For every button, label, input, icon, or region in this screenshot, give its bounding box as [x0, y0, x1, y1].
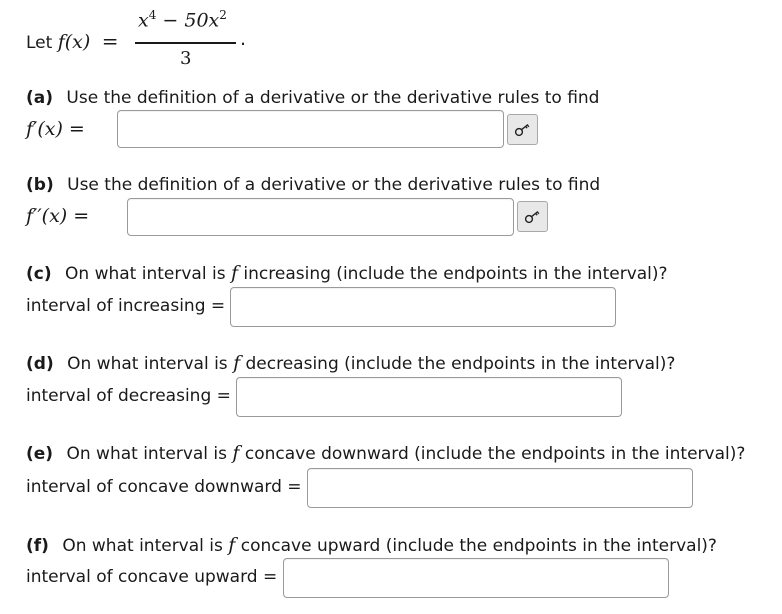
part-d-text-before: On what interval is [67, 354, 228, 374]
part-e-question [26, 442, 745, 464]
part-a-question [26, 88, 599, 108]
part-a-answer-input[interactable] [117, 110, 504, 148]
definition-prefix: Let [26, 33, 53, 53]
part-c-function-symbol: f [230, 262, 239, 284]
part-c-question [26, 262, 668, 284]
key-icon [514, 123, 532, 137]
part-b-question [26, 175, 600, 195]
part-b-answer-input[interactable] [127, 198, 514, 236]
part-d-answer-label: interval of decreasing = [26, 386, 231, 406]
part-e-answer-input[interactable] [307, 468, 693, 508]
part-b-answer-label: f′′(x) = [26, 205, 90, 227]
part-c-letter: (c) [26, 264, 52, 284]
part-d-answer-input[interactable] [236, 377, 622, 417]
part-c-answer-label: interval of increasing = [26, 296, 226, 316]
part-f-text-after: concave upward (include the endpoints in the interval)? [240, 536, 717, 556]
part-a-key-button[interactable] [507, 114, 538, 145]
part-d-question [26, 352, 675, 374]
key-icon [524, 210, 542, 224]
part-a-letter: (a) [26, 88, 54, 108]
part-f-letter: (f) [26, 536, 49, 556]
part-f-text-before: On what interval is [62, 536, 223, 556]
part-c-text-before: On what interval is [65, 264, 226, 284]
part-f-answer-input[interactable] [283, 558, 669, 598]
part-d-function-symbol: f [233, 352, 241, 374]
fraction-numerator: $x^4 - 50x^2$ [138, 8, 227, 32]
part-e-function-symbol: f [232, 442, 240, 464]
part-a-text: Use the definition of a derivative or the derivative rules to find [66, 88, 600, 108]
part-e-text-after: concave downward (include the endpoints in the interval)? [244, 444, 746, 464]
definition-terminator: . [240, 28, 247, 50]
part-c-text-after: increasing (include the endpoints in the interval)? [243, 264, 668, 284]
fraction-denominator: 3 [180, 48, 192, 69]
part-f-function-symbol: f [228, 534, 236, 556]
part-b-text: Use the definition of a derivative or the derivative rules to find [67, 175, 601, 195]
part-b-letter: (b) [26, 175, 54, 195]
part-e-text-before: On what interval is [66, 444, 228, 464]
part-d-text-after: decreasing (include the endpoints in the interval)? [245, 354, 676, 374]
fraction-bar [135, 42, 236, 44]
equals-sign: = [101, 29, 119, 53]
function-lhs: f(x) [57, 31, 91, 53]
part-f-question [26, 534, 717, 556]
definition-line [26, 29, 118, 53]
part-e-letter: (e) [26, 444, 54, 464]
part-f-answer-label: interval of concave upward = [26, 567, 278, 587]
part-e-answer-label: interval of concave downward = [26, 477, 302, 497]
part-a-answer-label: f′(x) = [26, 118, 85, 140]
part-d-letter: (d) [26, 354, 54, 374]
part-c-answer-input[interactable] [230, 287, 616, 327]
part-b-key-button[interactable] [517, 201, 548, 232]
